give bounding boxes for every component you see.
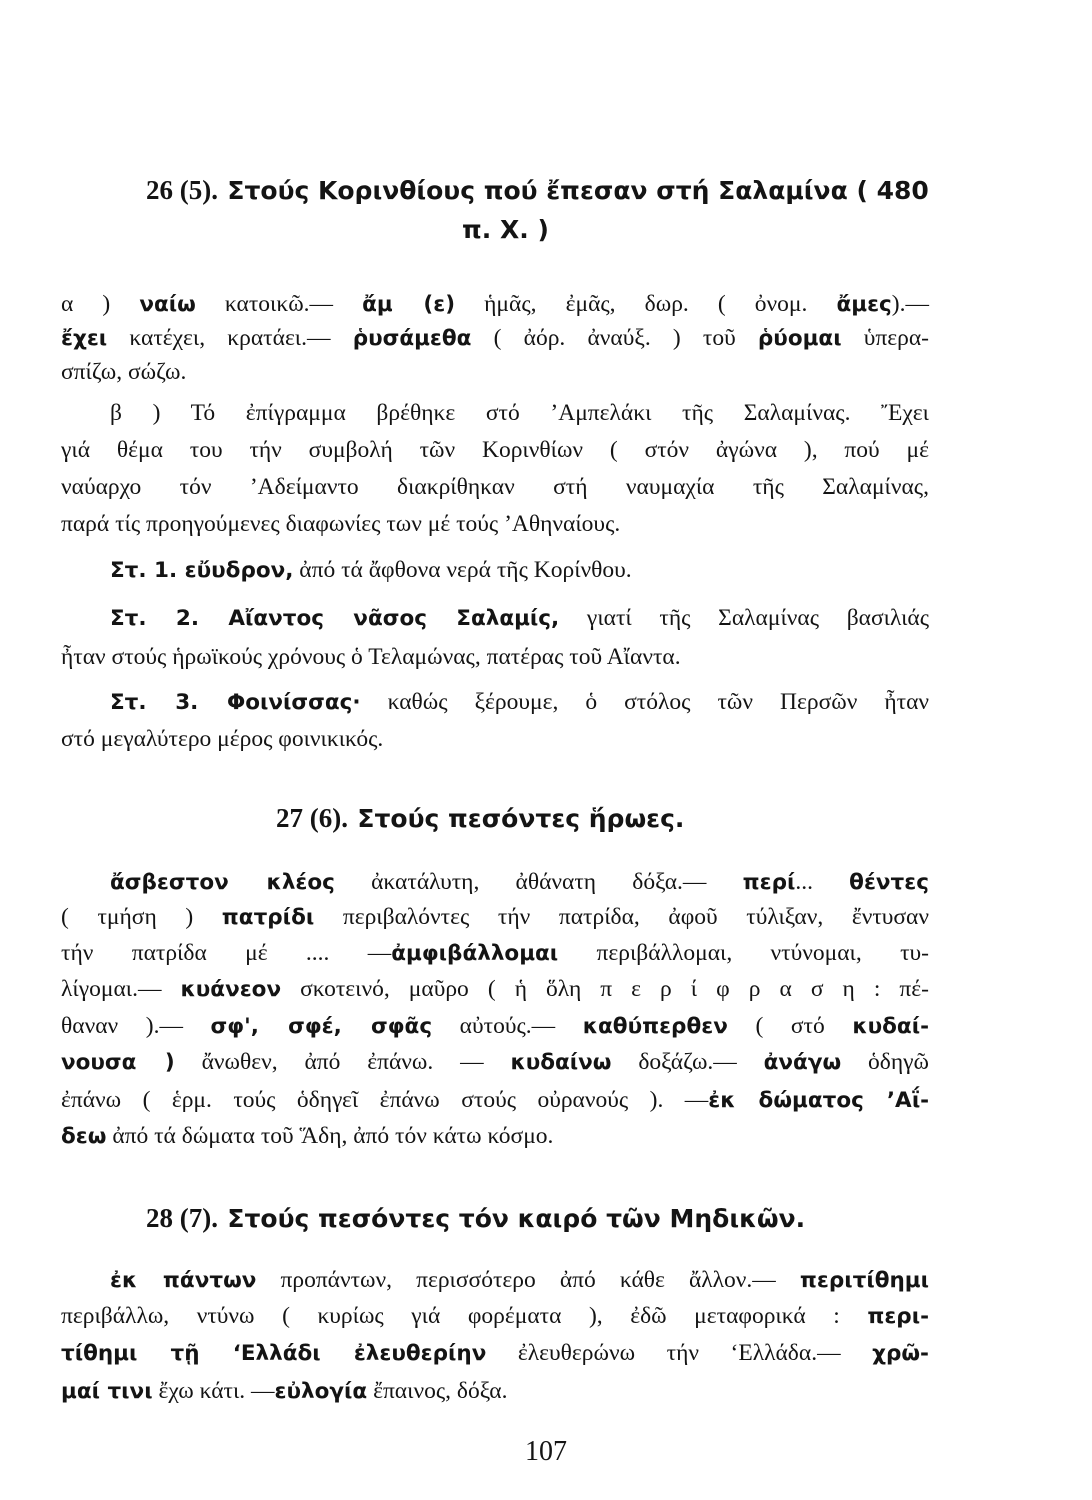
paragraph-line: μαί τινι ἔχω κάτι. —εὐλογία ἔπαινος, δόξα. <box>61 1378 508 1404</box>
lemma: πατρίδι <box>221 905 315 930</box>
lemma: χρῶ- <box>872 1341 929 1366</box>
section-heading-26 <box>146 172 929 209</box>
paragraph-line: ἔχει κατέχει, κρατάει.— ῥυσάμεθα ( ἀόρ. ἀναύξ. ) τοῦ ῥύομαι ὑπερα- <box>61 325 929 351</box>
lemma: καθύπερθεν <box>582 1014 728 1039</box>
paragraph-line: σπίζω, σώζω. <box>61 359 187 385</box>
paragraph-line: τήν πατρίδα μέ .... —ἀμφιβάλλομαι περιβάλλομαι, ντύνομαι, τυ- <box>61 940 929 966</box>
lemma: Φοινίσσας· <box>198 690 361 715</box>
lemma: ἄμες <box>836 292 892 317</box>
lemma: Αἴαντος νᾶσος Σαλαμίς, <box>199 606 560 631</box>
paragraph-line: γιά θέμα του τήν συμβολή τῶν Κορινθίων ( στόν ἀγώνα ), πού μέ <box>61 437 929 463</box>
lemma: τίθημι τῇ ‘Ελλάδι ἐλευθερίην <box>61 1341 487 1366</box>
section-heading-26-continued <box>462 212 549 248</box>
section-heading-27 <box>276 800 684 837</box>
verse-note-2: Στ. 2. Αἴαντος νᾶσος Σαλαμίς, γιατί τῆς Σαλαμίνας βασιλιάς <box>110 605 930 631</box>
section-heading-28 <box>146 1200 805 1237</box>
lemma: ἐκ δώματος ’Αΐ- <box>708 1088 929 1113</box>
paragraph-line: στό μεγαλύτερο μέρος φοινικικός. <box>61 726 384 752</box>
lemma: κυδαίνω <box>510 1050 612 1075</box>
lemma: ἄμ (ε) <box>362 292 456 317</box>
lemma: ἄσβεστον κλέος <box>110 870 335 895</box>
section-number: 26 (5). <box>146 175 218 205</box>
paragraph-line: δεω ἀπό τά δώματα τοῦ Ἅδη, ἀπό τόν κάτω κόσμο. <box>61 1123 554 1149</box>
paragraph-line: τίθημι τῇ ‘Ελλάδι ἐλευθερίην ἐλευθερώνω τήν ‘Ελλάδα.— χρῶ- <box>61 1340 929 1366</box>
page-number: 107 <box>525 1436 567 1467</box>
section-number: 28 (7). <box>146 1203 218 1233</box>
lemma: περί <box>742 870 796 895</box>
lemma: εὐλογία <box>274 1379 368 1404</box>
lemma: ἔχει <box>61 326 108 351</box>
lemma: σφ', σφέ, σφᾶς <box>210 1014 433 1039</box>
paragraph-line: ἦταν στούς ἡρωϊκούς χρόνους ὁ Τελαμώνας, πατέρας τοῦ Αἴαντα. <box>61 644 681 670</box>
paragraph-line: ( τμήση ) πατρίδι περιβαλόντες τήν πατρίδα, ἀφοῦ τύλιξαν, ἔντυσαν <box>61 904 929 930</box>
lemma: μαί τινι <box>61 1379 153 1404</box>
lemma: κυδαί- <box>852 1014 929 1039</box>
lemma: περιτίθημι <box>799 1268 929 1293</box>
paragraph-line: νουσα ) ἄνωθεν, ἀπό ἐπάνω. — κυδαίνω δοξάζω.— ἀνάγω ὁδηγῶ <box>61 1049 929 1075</box>
paragraph-line: β ) Τό ἐπίγραμμα βρέθηκε στό ’Αμπελάκι τῆς Σαλαμίνας. Ἔχει <box>110 400 929 426</box>
paragraph-line: ναύαρχο τόν ’Αδείμαντο διακρίθηκαν στή ναυμαχία τῆς Σαλαμίνας, <box>61 474 929 500</box>
lemma: κυάνεον <box>180 977 282 1002</box>
lemma: δεω <box>61 1124 107 1149</box>
paragraph-line: ἄσβεστον κλέος ἀκατάλυτη, ἀθάνατη δόξα.— περί... θέντες <box>110 869 929 895</box>
section-number: 27 (6). <box>276 803 348 833</box>
section-title-continued: π. Χ. ) <box>462 215 549 244</box>
lemma: θέντες <box>849 870 929 895</box>
paragraph-line: περιβάλλω, ντύνω ( κυρίως γιά φορέματα ), ἐδῶ μεταφορικά : περι- <box>61 1303 929 1329</box>
lemma: ἀνάγω <box>763 1050 842 1075</box>
paragraph-line: λίγομαι.— κυάνεον σκοτεινό, μαῦρο ( ἡ ὅλη π ε ρ ί φ ρ α σ η : πέ- <box>61 976 929 1002</box>
section-title: Στούς πεσόντες ἥρωες. <box>357 804 685 833</box>
lemma: ἐκ πάντων <box>110 1268 257 1293</box>
paragraph-line: θαναν ).— σφ', σφέ, σφᾶς αὐτούς.— καθύπερθεν ( στό κυδαί- <box>61 1013 929 1039</box>
lemma: εὔυδρον, <box>177 558 294 583</box>
lemma: ναίω <box>139 292 196 317</box>
verse-note-3: Στ. 3. Φοινίσσας· καθώς ξέρουμε, ὁ στόλος τῶν Περσῶν ἦταν <box>110 689 930 715</box>
lemma: περι- <box>867 1304 929 1329</box>
section-title: Στούς Κορινθίους πού ἔπεσαν στή Σαλαμίνα ( 480 <box>227 176 929 205</box>
paragraph-line: παρά τίς προηγούμενες διαφωνίες των μέ τούς ’Αθηναίους. <box>61 511 621 537</box>
lemma: νουσα ) <box>61 1050 175 1075</box>
lemma: ἀμφιβάλλομαι <box>391 941 559 966</box>
section-title: Στούς πεσόντες τόν καιρό τῶν Μηδικῶν. <box>227 1204 806 1233</box>
paragraph-line: α ) ναίω κατοικῶ.— ἄμ (ε) ἡμᾶς, ἐμᾶς, δωρ. ( ὀνομ. ἄμες).— <box>61 291 929 317</box>
lemma: ῥυσάμεθα <box>352 326 472 351</box>
lemma: ῥύομαι <box>757 326 842 351</box>
paragraph-line: ἐπάνω ( ἑρμ. τούς ὁδηγεῖ ἐπάνω στούς οὐρανούς ). —ἐκ δώματος ’Αΐ- <box>61 1087 929 1113</box>
verse-note-1: Στ. 1. εὔυδρον, ἀπό τά ἄφθονα νερά τῆς Κορίνθου. <box>110 557 632 583</box>
paragraph-line: ἐκ πάντων προπάντων, περισσότερο ἀπό κάθε ἄλλον.— περιτίθημι <box>110 1267 929 1293</box>
